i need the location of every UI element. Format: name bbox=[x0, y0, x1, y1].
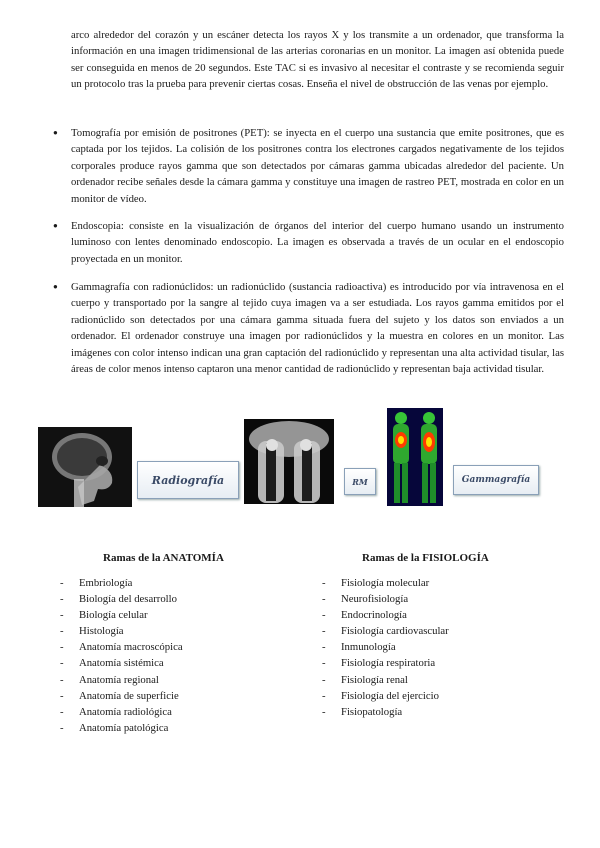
bullet-pet-marker: ● bbox=[53, 128, 58, 137]
list-item: - Biología celular bbox=[60, 607, 183, 623]
list-item: - Fisiología respiratoria bbox=[322, 655, 449, 671]
gammagrafia-label: Gammagrafía bbox=[453, 465, 539, 495]
rm-label: RM bbox=[344, 468, 376, 495]
list-item: - Anatomía patológica bbox=[60, 720, 183, 736]
bullet-endoscopia-text: Endoscopia: consiste en la visualización de órganos del interior del cuerpo humano usando un instrumento luminoso con lentes denominado endoscopio. La imagen es observada a través de un ocular en el endoscopio proyectada en un monitor. bbox=[71, 220, 564, 265]
list-item: - Fisiología renal bbox=[322, 672, 449, 688]
list-item: - Endocrinología bbox=[322, 607, 449, 623]
list-item: - Fisiología del ejercicio bbox=[322, 688, 449, 704]
gammagrafia-body-image bbox=[387, 408, 443, 506]
list-item: - Inmunología bbox=[322, 639, 449, 655]
list-item: - Embriología bbox=[60, 575, 183, 591]
list-item: - Anatomía sistémica bbox=[60, 655, 183, 671]
list-item: - Anatomía macroscópica bbox=[60, 639, 183, 655]
list-item: - Anatomía radiológica bbox=[60, 704, 183, 720]
anatomy-list bbox=[60, 575, 183, 736]
list-item: - Fisiología cardiovascular bbox=[322, 623, 449, 639]
mri-legs-image bbox=[244, 419, 334, 504]
xray-skull-image bbox=[38, 427, 132, 507]
intro-paragraph: arco alrededor del corazón y un escáner detecta los rayos X y los transmite a un ordenador, que transforma la información en una imagen tridimensional de las arterias coronarias en un monitor. La imagen así obtenida puede ser conseguida en menos de 20 segundos. Este TAC si es invasivo al necesitar el contraste y se recomienda seguir un protocolo tras la prueba para prevenir ciertas cosas. Enseña el nivel de obstrucción de las venas por ejemplo. bbox=[71, 29, 564, 91]
physiology-title: Ramas de la FISIOLOGÍA bbox=[362, 552, 489, 564]
list-item: - Fisiopatología bbox=[322, 704, 449, 720]
bullet-gammagrafia-marker: ● bbox=[53, 282, 58, 291]
anatomy-title: Ramas de la ANATOMÍA bbox=[103, 552, 224, 564]
list-item: - Anatomía regional bbox=[60, 672, 183, 688]
bullet-pet-text: Tomografía por emisión de positrones (PET): se inyecta en el cuerpo una sustancia que emite positrones, que es captada por los tejidos. La colisión de los positrones contra los electrones cargados negativamente de los tejidos corporales produce rayos gamma que son detectados por cámaras gamma ubicadas alrededor del paciente. Un ordenador recibe señales desde la cámara gamma y constituye una imagen de rastreo PET, mostrada en color en un monitor de vídeo. bbox=[71, 127, 564, 205]
list-item: - Biología del desarrollo bbox=[60, 591, 183, 607]
bullet-gammagrafia-text: Gammagrafía con radionúclidos: un radionúclido (sustancia radioactiva) es introducido por vía intravenosa en el cuerpo y transportado por la sangre al tejido cuya imagen va a ser estudiada. Los rayos gamma emitidos por el radionúclido son detectados por una cámara gamma situada fuera del sujeto y los datos son enviados a un ordenador. El ordenador construye una imagen por radionúclidos y la muestra en colores en un monitor. Las imágenes con color intenso indican una gran captación del radionúclido y representan una alta actividad tisular, las áreas de color menos intenso captaron una menor cantidad de radionúclido y representan baja actividad tisular. bbox=[71, 281, 564, 376]
list-item: - Histología bbox=[60, 623, 183, 639]
physiology-list bbox=[322, 575, 449, 720]
list-item: - Anatomía de superficie bbox=[60, 688, 183, 704]
bullet-endoscopia-marker: ● bbox=[53, 221, 58, 230]
list-item: - Fisiología molecular bbox=[322, 575, 449, 591]
radiografia-label: Radiografía bbox=[137, 461, 239, 499]
list-item: - Neurofisiología bbox=[322, 591, 449, 607]
